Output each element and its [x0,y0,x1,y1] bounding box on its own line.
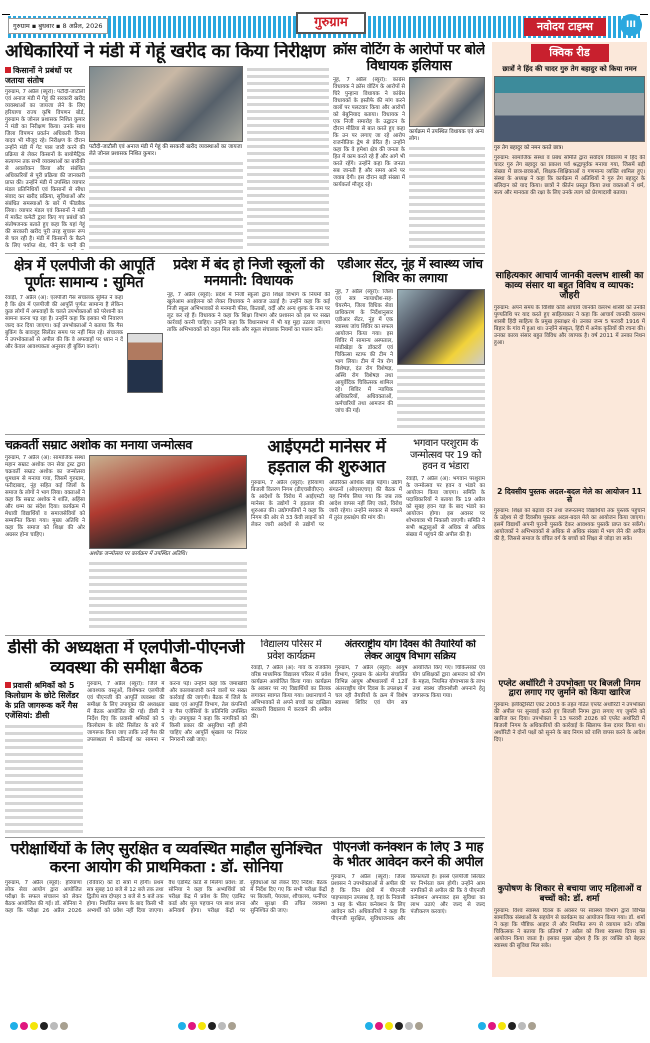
article-body-continued [409,145,485,250]
registration-dot [20,1022,28,1030]
divider [5,635,485,636]
article-body: नूंह, 7 अप्रैल (ब्यूरो): जिला एवं सत्र न्यायाधीश-सह-चेयरमैन, जिला विधिक सेवा प्राधिकरण के निर्देशानुसार एडीआर सेंटर, नूंह में एक स्वास्थ्य जांच शिविर का सफल आयोजन किया गया। इस शिविर में सामान्य अस्पताल, मांडीखेड़ा के डॉक्टरों एवं चिकित्सा स्टाफ की टीम ने भाग लिया। टीम में नेत्र रोग विशेषज्ञ, दंत रोग विशेषज्ञ, अस्थि रोग विशेषज्ञ तथा आयुर्वेदिक चिकित्सक शामिल रहे। शिविर में न्यायिक अधिकारियों, अधिवक्ताओं, कर्मचारियों तथा आमजन की जांच की गई। [335,288,393,414]
article-body-continued [247,66,329,250]
article-body: रेवाड़ी, 7 अप्रैल (अ): गांव के राजकीय वरिष्ठ माध्यमिक विद्यालय परिसर में प्रवेश कार्यक्रम आयोजित किया गया। कार्यक्रम के अवसर पर नए विद्यार्थियों का तिलक लगाकर स्वागत किया गया। प्रधानाचार्य ने अभिभावकों से अपने बच्चों का दाखिला सरकारी विद्यालय में करवाने की अपील की। [251,665,331,720]
article-body: गुरुग्राम: सामाजिक संस्था व प्रबंध समिति द्वारा सर्वोदय विद्यालय में हिंद की चादर गुरु तेग बहादुर का प्रकाश पर्व श्रद्धापूर्वक मनाया गया, जिसमें बड़ी संख्या में छात्र-छात्राओं, शिक्षक-शिक्षिकाओं व गणमान्य व्यक्ति शामिल हुए। संस्था के अध्यक्ष ने कहा कि कार्यक्रम में अतिथियों ने गुरु तेग बहादुर के बलिदान को याद किया। छात्रों ने कीर्तन प्रस्तुत किया तथा वक्ताओं ने धर्म, सत्य और मानवता की रक्षा के लिए उनके त्याग को प्रेरणादायी बताया। [494,155,645,197]
photo-caption: कार्यक्रम में उपस्थित विधायक एवं अन्य लोग। [409,129,484,143]
story-adr-camp [335,257,485,431]
registration-dot [375,1022,383,1030]
photo-caption: पटौदी-जाटौली एवं अनाज मंडी में गेहूं की सरकारी खरीद व्यवस्थाओं का जायजा लेते जोनल प्रशासक निशित कुमार। [89,143,243,157]
photo [397,289,485,365]
headline: एडीआर सेंटर, नूंह में स्वास्थ्य जांच शिविर का लगाया [337,257,483,286]
quick-read-title: क्विक रीड [531,44,609,62]
story-imt-strike [251,438,402,632]
quick-read-headline: साहित्यकार आचार्य जानकी वल्लभ शास्त्री का काव्य संसार था बहुत विविध व व्यापक: जौहरी [495,270,644,302]
registration-dot [488,1022,496,1030]
registration-dot [10,1022,18,1030]
story-dc-meeting [5,639,247,834]
story-ashoka [5,438,247,632]
article-body: नूंह, 7 अप्रैल (ब्यूरो): प्रदेश में निजी स्कूलों द्वारा शिक्षा विभाग के नियमों की खुलेआम अवहेलना को लेकर विधायक ने आवाज उठाई है। उन्होंने कहा कि कई निजी स्कूल अभिभावकों से मनमानी फीस, किताबों, वर्दी और अन्य शुल्क के नाम पर लूट कर रहे हैं। विधायक ने कहा कि शिक्षा विभाग और प्रशासन को इस पर सख्त कार्रवाई करनी चाहिए। उन्होंने कहा कि विधानसभा में भी यह मुद्दा उठाया जाएगा ताकि अभिभावकों को राहत मिल सके और स्कूल संचालक नियमों का पालन करें। [167,292,330,334]
quick-read-panel [492,42,647,977]
registration-dot [208,1022,216,1030]
divider [5,837,485,838]
headline: विद्यालय परिसर में प्रवेश कार्यक्रम [260,639,322,662]
article-body: गुरुग्राम, 7 अप्रैल (ब्यूरो): हरियाणा लोक सेवा आयोग द्वारा आयोजित परीक्षा के सफल संचालन को लेकर बैठक आयोजित की गई। डॉ. सोनिया ने कहा कि परीक्षा 26 अप्रैल 2026 (रविवार) को दो सत्रों में होगी। प्रथम सत्र सुबह 10 बजे से 12 बजे तक तथा द्वितीय सत्र दोपहर 3 बजे से 5 बजे तक होगा। निर्धारित समय के बाद किसी भी अभ्यर्थी को प्रवेश नहीं दिया जाएगा। वैध एडमिट कार्ड से मिलेगा प्रवेश: डॉ. सोनिया ने कहा कि अभ्यर्थियों को परीक्षा केंद्र में प्रवेश के लिए एडमिट कार्ड और मूल पहचान पत्र साथ लाना अनिवार्य होगा। परीक्षा केंद्रों पर सुविधाओं को लेकर दिए निर्देश: बैठक में निर्देश दिए गए कि सभी परीक्षा केंद्रों पर बिजली, पेयजल, शौचालय, फर्नीचर और सुरक्षा की उचित व्यवस्था सुनिश्चित की जाए। [5,879,327,914]
photo-caption: गुरु तेग बहादुर को नमन करते छात्र। [494,145,564,152]
registration-dot [415,1022,423,1030]
story-cross-voting [333,42,485,250]
article-body: गुरुग्राम, 7 अप्रैल (ब्यूरो): जिला प्रशासन ने उपभोक्ताओं से अपील की है कि जिन क्षेत्रों में पीएनजी पाइपलाइन उपलब्ध है, वहां के निवासी 3 माह के भीतर कनेक्शन के लिए आवेदन करें। अधिकारियों ने कहा कि पीएनजी सुरक्षित, सुविधाजनक और किफायती है। इससे एलपीजी सिलेंडर पर निर्भरता कम होगी। उन्होंने आम नागरिकों से अपील की कि वे पीएनजी कनेक्शन अपनाकर इस सुविधा का लाभ उठाएं और जल्द से जल्द पंजीकरण करवाएं। [331,873,485,922]
quick-read-headline: कुपोषण के शिकार से बचाया जाए महिलाओं व बच्चों को: डॉ. शर्मा [497,884,642,904]
portrait-photo [127,333,163,393]
story-png [331,841,485,1014]
headline: प्रदेश में बंद हो निजी स्कूलों की मनमानी: विधायक [173,257,324,290]
registration-dot [498,1022,506,1030]
registration-dot [40,1022,48,1030]
article-body-continued [5,723,83,834]
registration-dot [50,1022,58,1030]
registration-dot [198,1022,206,1030]
registration-dot [365,1022,373,1030]
registration-dot [395,1022,403,1030]
quick-read-headline: छात्रों ने हिंद की चादर गुरु तेग बहादुर को किया नमन [502,65,637,73]
headline: अंतरराष्ट्रीय योग दिवस की तैयारियों को लेकर आयुष विभाग सक्रिय [344,639,476,662]
registration-dot [508,1022,516,1030]
article-body-continued [89,560,247,632]
photo [409,77,485,127]
headline: भगवान परशुराम के जन्मोत्सव पर 19 को हवन व भंडारा [409,438,482,472]
article-body: गुरुग्राम: इलेक्ट्रिसिटी एक्ट 2003 के तहत गठित एप्लेट अथॉरिटी ने उपभोक्ता की अपील पर सुनवाई करते हुए बिजली निगम द्वारा लगाए गए जुर्माने को खारिज कर दिया। उपभोक्ता ने 13 फरवरी 2026 को एप्लेट अथॉरिटी में बिजली निगम के अधिकारियों की कार्रवाई के खिलाफ केस दायर किया था। अथॉरिटी ने दोनों पक्षों को सुनने के बाद निगम को राशि वापस करने के आदेश दिए। [494,702,645,744]
headline: आईएमटी मानेसर में हड़ताल की शुरुआत [267,438,386,477]
photo [494,76,645,142]
crop-mark [640,14,648,15]
article-body: गुरुग्राम: विश्व स्वास्थ्य दिवस के अवसर पर स्वास्थ्य विभाग द्वारा विभिन्न सामाजिक संस्थाओं के सहयोग से कार्यक्रम का आयोजन किया गया। डॉ. शर्मा ने कहा कि पौष्टिक आहार लें और नियमित रूप से व्यायाम करें। वरिष्ठ चिकित्सक ने बताया कि प्रतिवर्ष 7 अप्रैल को विश्व स्वास्थ्य दिवस का आयोजन किया जाता है। इसका मुख्य उद्देश्य है कि हर व्यक्ति को बेहतर स्वास्थ्य की सुविधा मिल सके। [494,907,645,949]
section-label: गुरुग्राम [296,12,366,34]
article-body: गुरुग्राम, 7 अप्रैल (ब्यूरो): जिले में आवश्यक वस्तुओं, विशेषकर एलपीजी एवं पीएनजी की आपूर्ति व्यवस्था की समीक्षा के लिए उपायुक्त की अध्यक्षता में बैठक आयोजित की गई। डीसी ने निर्देश दिए कि प्रवासी श्रमिकों को 5 किलोग्राम के छोटे सिलेंडर के बारे में जागरूक किया जाए ताकि उन्हें गैस की उपलब्धता में कठिनाई का सामना न करना पड़े। उन्होंने कहा कि जमाखोरी और कालाबाजारी करने वालों पर सख्त कार्रवाई की जाएगी। बैठक में जिले के खाद्य एवं आपूर्ति विभाग, तेल कंपनियों व गैस एजेंसियों के प्रतिनिधि उपस्थित रहे। उपायुक्त ने कहा कि नागरिकों को किसी प्रकार की असुविधा नहीं होनी चाहिए और आपूर्ति श्रृंखला पर निरंतर निगरानी रखी जाए। [87,681,247,744]
article-body: नूंह, 7 अप्रैल (ब्यूरो): कांग्रेस विधायक ने क्रॉस वोटिंग के आरोपों से घिरे पुन्हाना विधायक ने कांग्रेस विधायकों के इस्तीफे की मांग करने वालों पर पलटवार किया और आरोपों को बेबुनियाद बताया। विधायक ने एक निजी समारोह के उद्घाटन के दौरान मीडिया से बात करते हुए कहा कि उन पर लगाए जा रहे आरोप राजनीतिक द्वेष से प्रेरित हैं। उन्होंने कहा कि वे हमेशा क्षेत्र की जनता के हित में काम करते रहे हैं और आगे भी करते रहेंगे। उन्होंने कहा कि जनता सब जानती है और समय आने पर जवाब देगी। इस दौरान बड़ी संख्या में कार्यकर्ता मौजूद रहे। [333,77,405,189]
divider [5,434,485,435]
headline: परीक्षार्थियों के लिए सुरक्षित व व्यवस्थित माहौल सुनिश्चित करना आयोग की प्राथमिकता : डॉ. सोनिया [10,841,322,876]
quick-read-headline: एप्लेट अथॉरिटी ने उपभोक्ता पर बिजली निगम द्वारा लगाए गए जुर्माने को किया खारिज [498,678,641,699]
headline: अधिकारियों ने मंडी में गेहूं खरीद का किया निरीक्षण [5,42,326,62]
story-lpg-supply [5,257,163,431]
story-yoga-day [335,639,485,834]
article-body: गुरुग्राम, 7 अप्रैल (ब्यूरो): आयुष विभाग, गुरुग्राम के अंतर्गत संचालित विभिन्न आयुष औषधालयों में 12वें अंतरराष्ट्रीय योग दिवस के उपलक्ष्य में चल रही तैयारियों के क्रम में विशेष स्वास्थ्य शिविर एवं योग सत्र आयोजित किए गए। चिकित्सकों एवं योग प्रशिक्षकों द्वारा आमजन को योग के महत्व, नियमित योगाभ्यास के लाभ तथा स्वस्थ जीवनशैली अपनाने हेतु जागरूक किया गया। [335,665,485,706]
photo [89,455,247,549]
registration-dot [405,1022,413,1030]
subheadline: किसानों ने प्रबंधों पर जताया संतोष [5,66,85,87]
article-body-continued [89,160,243,250]
story-mandi [5,42,329,250]
registration-dot [178,1022,186,1030]
story-private-schools [167,257,330,431]
registration-dot [385,1022,393,1030]
subheadline: प्रवासी श्रमिकों को 5 किलोग्राम के छोटे सिलेंडर के प्रति जागरूक करें गैस एजेंसियां: डीसी [5,681,83,721]
article-body: गुरुग्राम: शिक्षा को बढ़ावा देने तथा जरूरतमंद विद्यार्थियों तक पुस्तकें पहुंचाने के उद्देश्य से दो दिवसीय पुस्तक अदल-बदल मेले का आयोजन किया जाएगा। इसमें विद्यार्थी अपनी पुरानी पुस्तकें देकर आवश्यक पुस्तकें प्राप्त कर सकेंगे। आयोजकों ने अभिभावकों से अधिक से अधिक संख्या में भाग लेने की अपील की है, जिससे समाज के वंचित वर्ग के बच्चों को शिक्षा से जोड़ा जा सके। [494,507,645,542]
registration-dot [30,1022,38,1030]
article-body: रेवाड़ी, 7 अप्रैल (अ): एलपीजी गैस संचालक सुमित ने कहा है कि क्षेत्र में एलपीजी की आपूर्ति पूर्णतः सामान्य है लेकिन कुछ लोगों में अफवाहों के चलते उपभोक्ताओं को परेशानी का सामना करना पड़ रहा है। उन्होंने कहा कि इसका भी निवारण जल्द कर दिया जाएगा। कई उपभोक्ताओं ने बताया कि गैस बुकिंग के बावजूद सिलेंडर समय पर नहीं मिल रहे। संचालक ने उपभोक्ताओं से अपील की कि वे अफवाहों पर ध्यान न दें और केवल आवश्यकता अनुसार ही बुकिंग कराएं। [5,294,123,350]
headline: चक्रवर्ती सम्राट अशोक का मनाया जन्मोत्सव [5,438,192,452]
quick-read-headline: 2 दिवसीय पुस्तक अदल-बदल मेले का आयोजन 11 से [497,486,642,505]
article-body: गुरुग्राम, 7 अप्रैल (ब्यूरो): हरियाणा बिजली वितरण निगम (डीएचबीवीएन) के आदेशों के विरोध में आईएमटी मानेसर के उद्योगों ने हड़ताल की शुरुआत की। उद्योगपतियों ने कहा कि निगम की ओर से 33 केवी लाइनों को लेकर जारी आदेशों से उद्योगों पर अतिरिक्त आर्थिक बोझ पड़ेगा। उद्योग संगठनों (ओएसएचए) की बैठक में यह निर्णय लिया गया कि जब तक आदेश वापस नहीं लिए जाते, विरोध जारी रहेगा। उन्होंने सरकार से मामले में तुरंत हस्तक्षेप की मांग की। [251,480,402,529]
issue-date: गुरुग्राम ▪ बुधवार ▪ 8 अप्रैल, 2026 [8,18,108,34]
photo [89,66,243,142]
article-body: रेवाड़ी, 7 अप्रैल (अ): भगवान परशुराम के जन्मोत्सव पर हवन व भंडारे का आयोजन किया जाएगा। समिति के पदाधिकारियों ने बताया कि 19 अप्रैल को सुबह हवन यज्ञ के बाद भंडारे का आयोजन होगा। इस अवसर पर शोभायात्रा भी निकाली जाएगी। समिति ने सभी श्रद्धालुओं से अधिक से अधिक संख्या में पहुंचने की अपील की है। [406,475,485,538]
registration-dot [228,1022,236,1030]
registration-dot [528,1022,536,1030]
registration-dot [518,1022,526,1030]
story-school-entry [251,639,331,834]
article-body: गुरुग्राम, 7 अप्रैल (अ): सामाजिक संस्था महान सम्राट अशोक जन सेवा ट्रस्ट द्वारा चक्रवर्ती सम्राट अशोक का जन्मोत्सव धूमधाम से मनाया गया, जिसमें गुरुग्राम, फरीदाबाद, नूंह सहित कई जिलों के समाज के लोगों ने भाग लिया। वक्ताओं ने कहा कि सम्राट अशोक ने शांति, अहिंसा और धम्म का संदेश दिया। कार्यक्रम में मेधावी विद्यार्थियों व समाजसेवियों को सम्मानित किया गया। मुख्य अतिथि ने कहा कि समाज को शिक्षा की ओर अग्रसर होना चाहिए। [5,455,85,539]
photo-caption: अशोक जन्मोत्सव पर कार्यक्रम में उपस्थित अतिथि। [89,551,188,558]
article-body: गुरुग्राम, 7 अप्रैल (ब्यूरो): पटौदी-जाटौली एवं अनाज मंडी में गेहूं की सरकारी खरीद व्यवस्थाओं का जायजा लेने के लिए हरियाणा राज्य कृषि विपणन बोर्ड, गुरुग्राम के जोनल प्रशासक निशित कुमार ने मंडी का निरीक्षण किया। उनके साथ जिला विपणन प्रवर्तन अधिकारी विनय यादव भी मौजूद रहे। निरीक्षण के दौरान उन्होंने मंडी में गेट पास जारी करने की प्रक्रिया से लेकर किसानों के बायोमैट्रिक सत्यापन तक सभी व्यवस्थाओं का बारीकी से अवलोकन किया और संबंधित अधिकारियों से पूरी प्रक्रिया की जानकारी प्राप्त की। उन्होंने मंडी में उपस्थित व्यापार मंडल प्रतिनिधियों एवं किसानों से सीधा संवाद कर खरीद प्रक्रिया, सुविधाओं और संबंधित समस्याओं के बारे में फीडबैक लिया। व्यापार मंडल एवं किसानों ने मंडी में मार्केट कमेटी द्वारा किए गए प्रबंधों को संतोषजनक बताते हुए कहा कि यहां गेहूं की सरकारी खरीद पूरी तरह सुचारू रूप से चल रही है। मंडी में किसानों के बैठने के लिए पर्याप्त शेड, पीने के पानी की [5,88,85,249]
crop-mark [2,14,10,15]
divider [5,253,485,254]
story-parshuram [406,438,485,632]
registration-dot [188,1022,196,1030]
brand-logo: नवोदय टाइम्स [524,18,606,36]
page-number: III [620,14,642,36]
registration-dot [478,1022,486,1030]
headline: पीएनजी कनेक्शन के लिए 3 माह के भीतर आवेदन करने की अपील [332,841,484,870]
headline: क्षेत्र में एलपीजी की आपूर्ति पूर्णतः सामान्य : सुमित [13,257,155,292]
registration-dot [60,1022,68,1030]
headline: डीसी की अध्यक्षता में एलपीजी-पीएनजी व्यवस्था की समीक्षा बैठक [7,639,245,678]
article-body: गुरुग्राम: अपने समय के विशिष्ट कवि आचार्य जानकी वल्लभ शास्त्री को उनकी पुण्यतिथि पर याद करते हुए साहित्यकार ने कहा कि आचार्य जानकी वल्लभ शास्त्री हिंदी साहित्य के प्रमुख हस्ताक्षर थे। उनका जन्म 5 फरवरी 1916 में बिहार के गांव में हुआ था। उन्होंने संस्कृत, हिंदी में अनेक कृतियों की रचना की। उनका काव्य संसार बहुत विविध और व्यापक है। वर्ष 2011 में उनका निधन हुआ। [494,304,645,346]
headline: क्रॉस वोटिंग के आरोपों पर बोले विधायक इलियास [333,42,485,75]
registration-dot [218,1022,226,1030]
story-exam [5,841,327,1014]
article-body-continued [397,367,485,431]
